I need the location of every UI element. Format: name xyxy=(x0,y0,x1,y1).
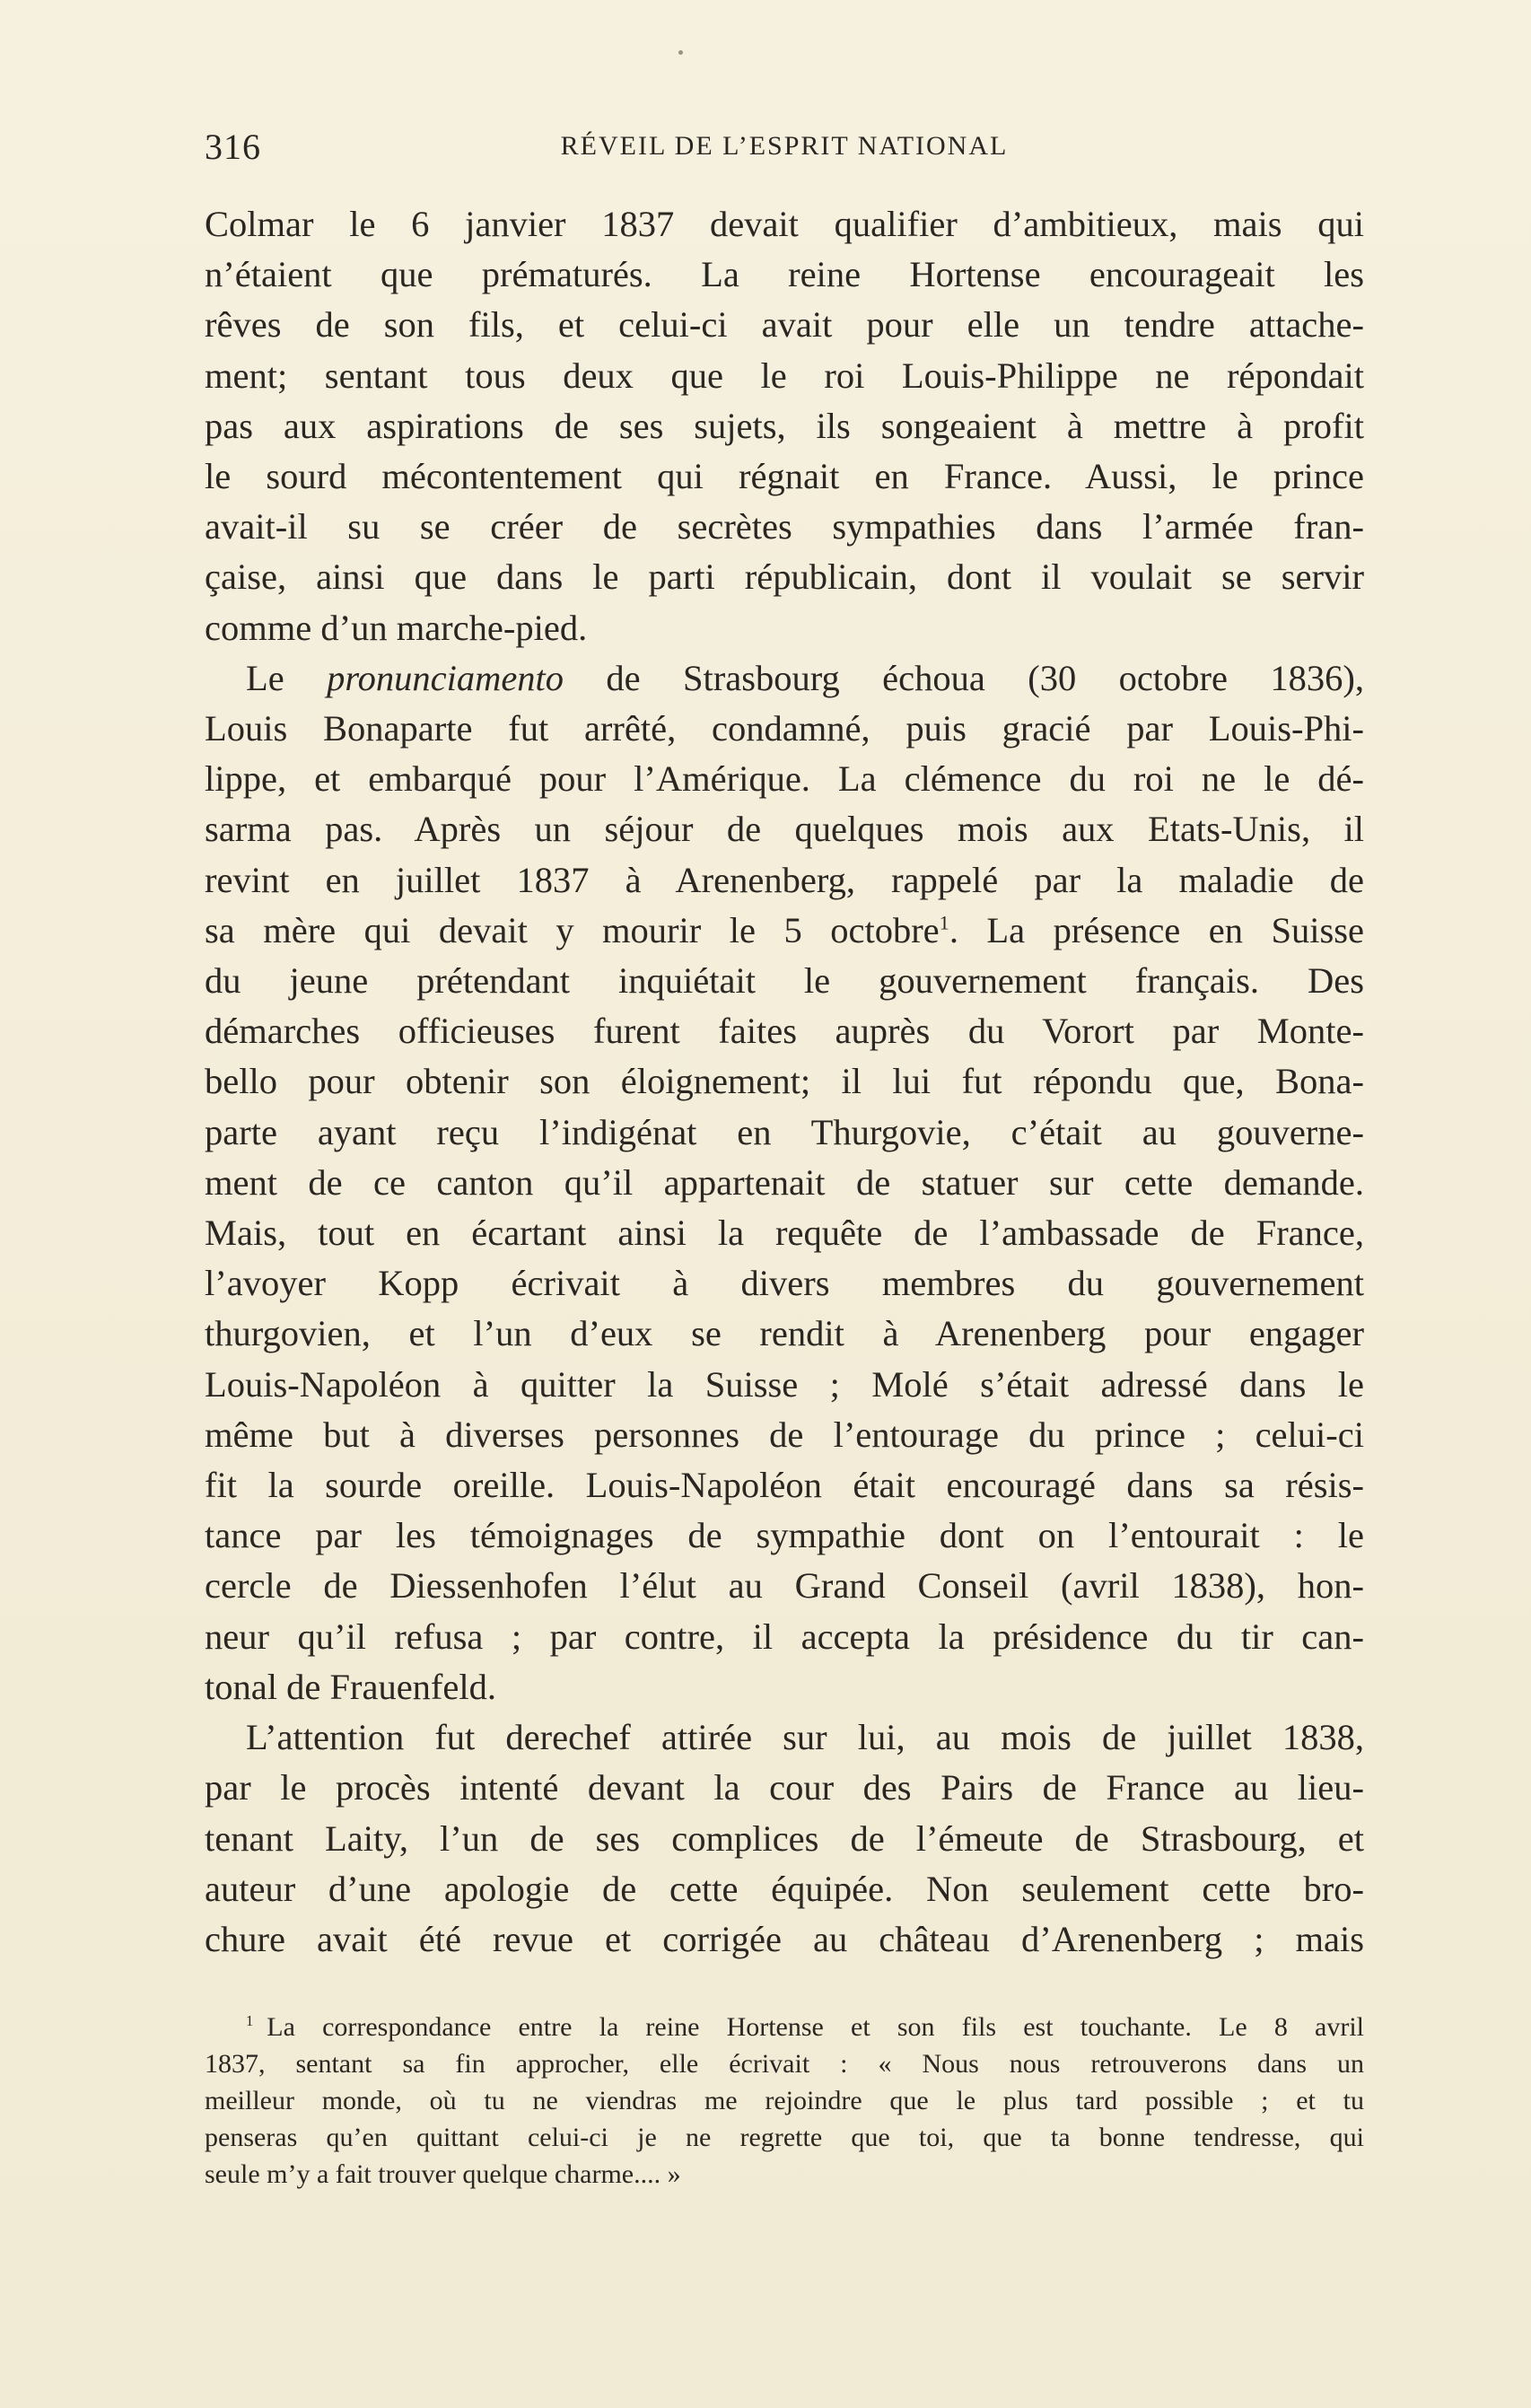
text-line: bello pour obtenir son éloignement; il lui fut répondu que, Bona- xyxy=(205,1061,1364,1102)
text-line: du jeune prétendant inquiétait le gouvernement français. Des xyxy=(205,960,1364,1002)
text-line: chure avait été revue et corrigée au château d’Arenenberg ; mais xyxy=(205,1918,1364,1959)
running-title: RÉVEIL DE L’ESPRIT NATIONAL xyxy=(560,131,1009,161)
paragraph xyxy=(205,653,1364,1712)
footnote-reference[interactable]: 1 xyxy=(939,911,949,934)
text-line: avait-il su se créer de secrètes sympathies dans l’armée fran- xyxy=(205,506,1364,547)
text-line: démarches officieuses furent faites auprès du Vorort par Monte- xyxy=(205,1011,1364,1052)
text-line: tance par les témoignages de sympathie dont on l’entourait : le xyxy=(205,1515,1364,1556)
footnotes xyxy=(205,2009,1364,2193)
text-line: lippe, et embarqué pour l’Amérique. La clémence du roi ne le dé- xyxy=(205,758,1364,800)
text-line: Le pronunciamento de Strasbourg échoua (30 octobre 1836), xyxy=(246,657,1364,698)
text-line: tonal de Frauenfeld. xyxy=(205,1666,497,1707)
text-line: rêves de son fils, et celui-ci avait pour elle un tendre attache- xyxy=(205,304,1364,346)
text-line: Mais, tout en écartant ainsi la requête de l’ambassade de France, xyxy=(205,1213,1364,1254)
text-line: parte ayant reçu l’indigénat en Thurgovie, c’était au gouverne- xyxy=(205,1111,1364,1152)
text-line: sarma pas. Après un séjour de quelques mois aux Etats-Unis, il xyxy=(205,809,1364,850)
page-number: 316 xyxy=(205,127,261,167)
paragraph xyxy=(205,199,1364,653)
text-line: même but à diverses personnes de l’entourage du prince ; celui-ci xyxy=(205,1414,1364,1455)
italic-term: pronunciamento xyxy=(327,657,564,698)
text-line: pas aux aspirations de ses sujets, ils songeaient à mettre à profit xyxy=(205,405,1364,446)
text-line: comme d’un marche-pied. xyxy=(205,607,588,648)
text-line: cercle de Diessenhofen l’élut au Grand Conseil (avril 1838), hon- xyxy=(205,1565,1364,1607)
text-line: le sourd mécontentement qui régnait en France. Aussi, le prince xyxy=(205,456,1364,497)
text-line: revint en juillet 1837 à Arenenberg, rappelé par la maladie de xyxy=(205,859,1364,900)
text-line: Louis-Napoléon à quitter la Suisse ; Molé s’était adressé dans le xyxy=(205,1363,1364,1405)
body-text xyxy=(205,199,1364,1965)
text-line: çaise, ainsi que dans le parti républicain, dont il voulait se servir xyxy=(205,556,1364,598)
text-line: ment; sentant tous deux que le roi Louis-Philippe ne répondait xyxy=(205,355,1364,396)
text-line: neur qu’il refusa ; par contre, il accepta la présidence du tir can- xyxy=(205,1616,1364,1657)
text-line: Louis Bonaparte fut arrêté, condamné, puis gracié par Louis-Phi- xyxy=(205,708,1364,749)
text-line: tenant Laity, l’un de ses complices de l’émeute de Strasbourg, et xyxy=(205,1817,1364,1859)
text-line: l’avoyer Kopp écrivait à divers membres du gouvernement xyxy=(205,1263,1364,1304)
text-line: auteur d’une apologie de cette équipée. Non seulement cette bro- xyxy=(205,1868,1364,1909)
page-header xyxy=(205,126,1364,171)
text-line: Colmar le 6 janvier 1837 devait qualifier d’ambitieux, mais qui xyxy=(205,204,1364,244)
text-line: ment de ce canton qu’il appartenait de statuer sur cette demande. xyxy=(205,1161,1364,1203)
footnote-line: meilleur monde, où tu ne viendras me rejoindre que le plus tard possible ; et tu xyxy=(205,2086,1364,2115)
footnote-marker: 1 xyxy=(246,2012,254,2029)
text-line: fit la sourde oreille. Louis-Napoléon était encouragé dans sa résis- xyxy=(205,1465,1364,1506)
text-line: L’attention fut derechef attirée sur lui, au mois de juillet 1838, xyxy=(246,1717,1364,1758)
text-line: sa mère qui devait y mourir le 5 octobre$^1$. La présence en Suisse xyxy=(205,909,1364,950)
paper-speck xyxy=(678,50,683,55)
footnote-line: seule m’y a fait trouver quelque charme.... » xyxy=(205,2159,681,2189)
footnote-line: 1837, sentant sa fin approcher, elle écrivait : « Nous nous retrouverons dans un xyxy=(205,2049,1364,2079)
text-line: thurgovien, et l’un d’eux se rendit à Arenenberg pour engager xyxy=(205,1313,1364,1354)
text-line: par le procès intenté devant la cour des Pairs de France au lieu- xyxy=(205,1767,1364,1808)
paragraph xyxy=(205,1712,1364,1965)
footnote-line: $^1$ La correspondance entre la reine Hortense et son fils est touchante. Le 8 avril xyxy=(246,2012,1364,2042)
text-line: n’étaient que prématurés. La reine Hortense encourageait les xyxy=(205,254,1364,295)
footnote-line: penseras qu’en quittant celui-ci je ne regrette que toi, que ta bonne tendresse, qui xyxy=(205,2123,1364,2152)
